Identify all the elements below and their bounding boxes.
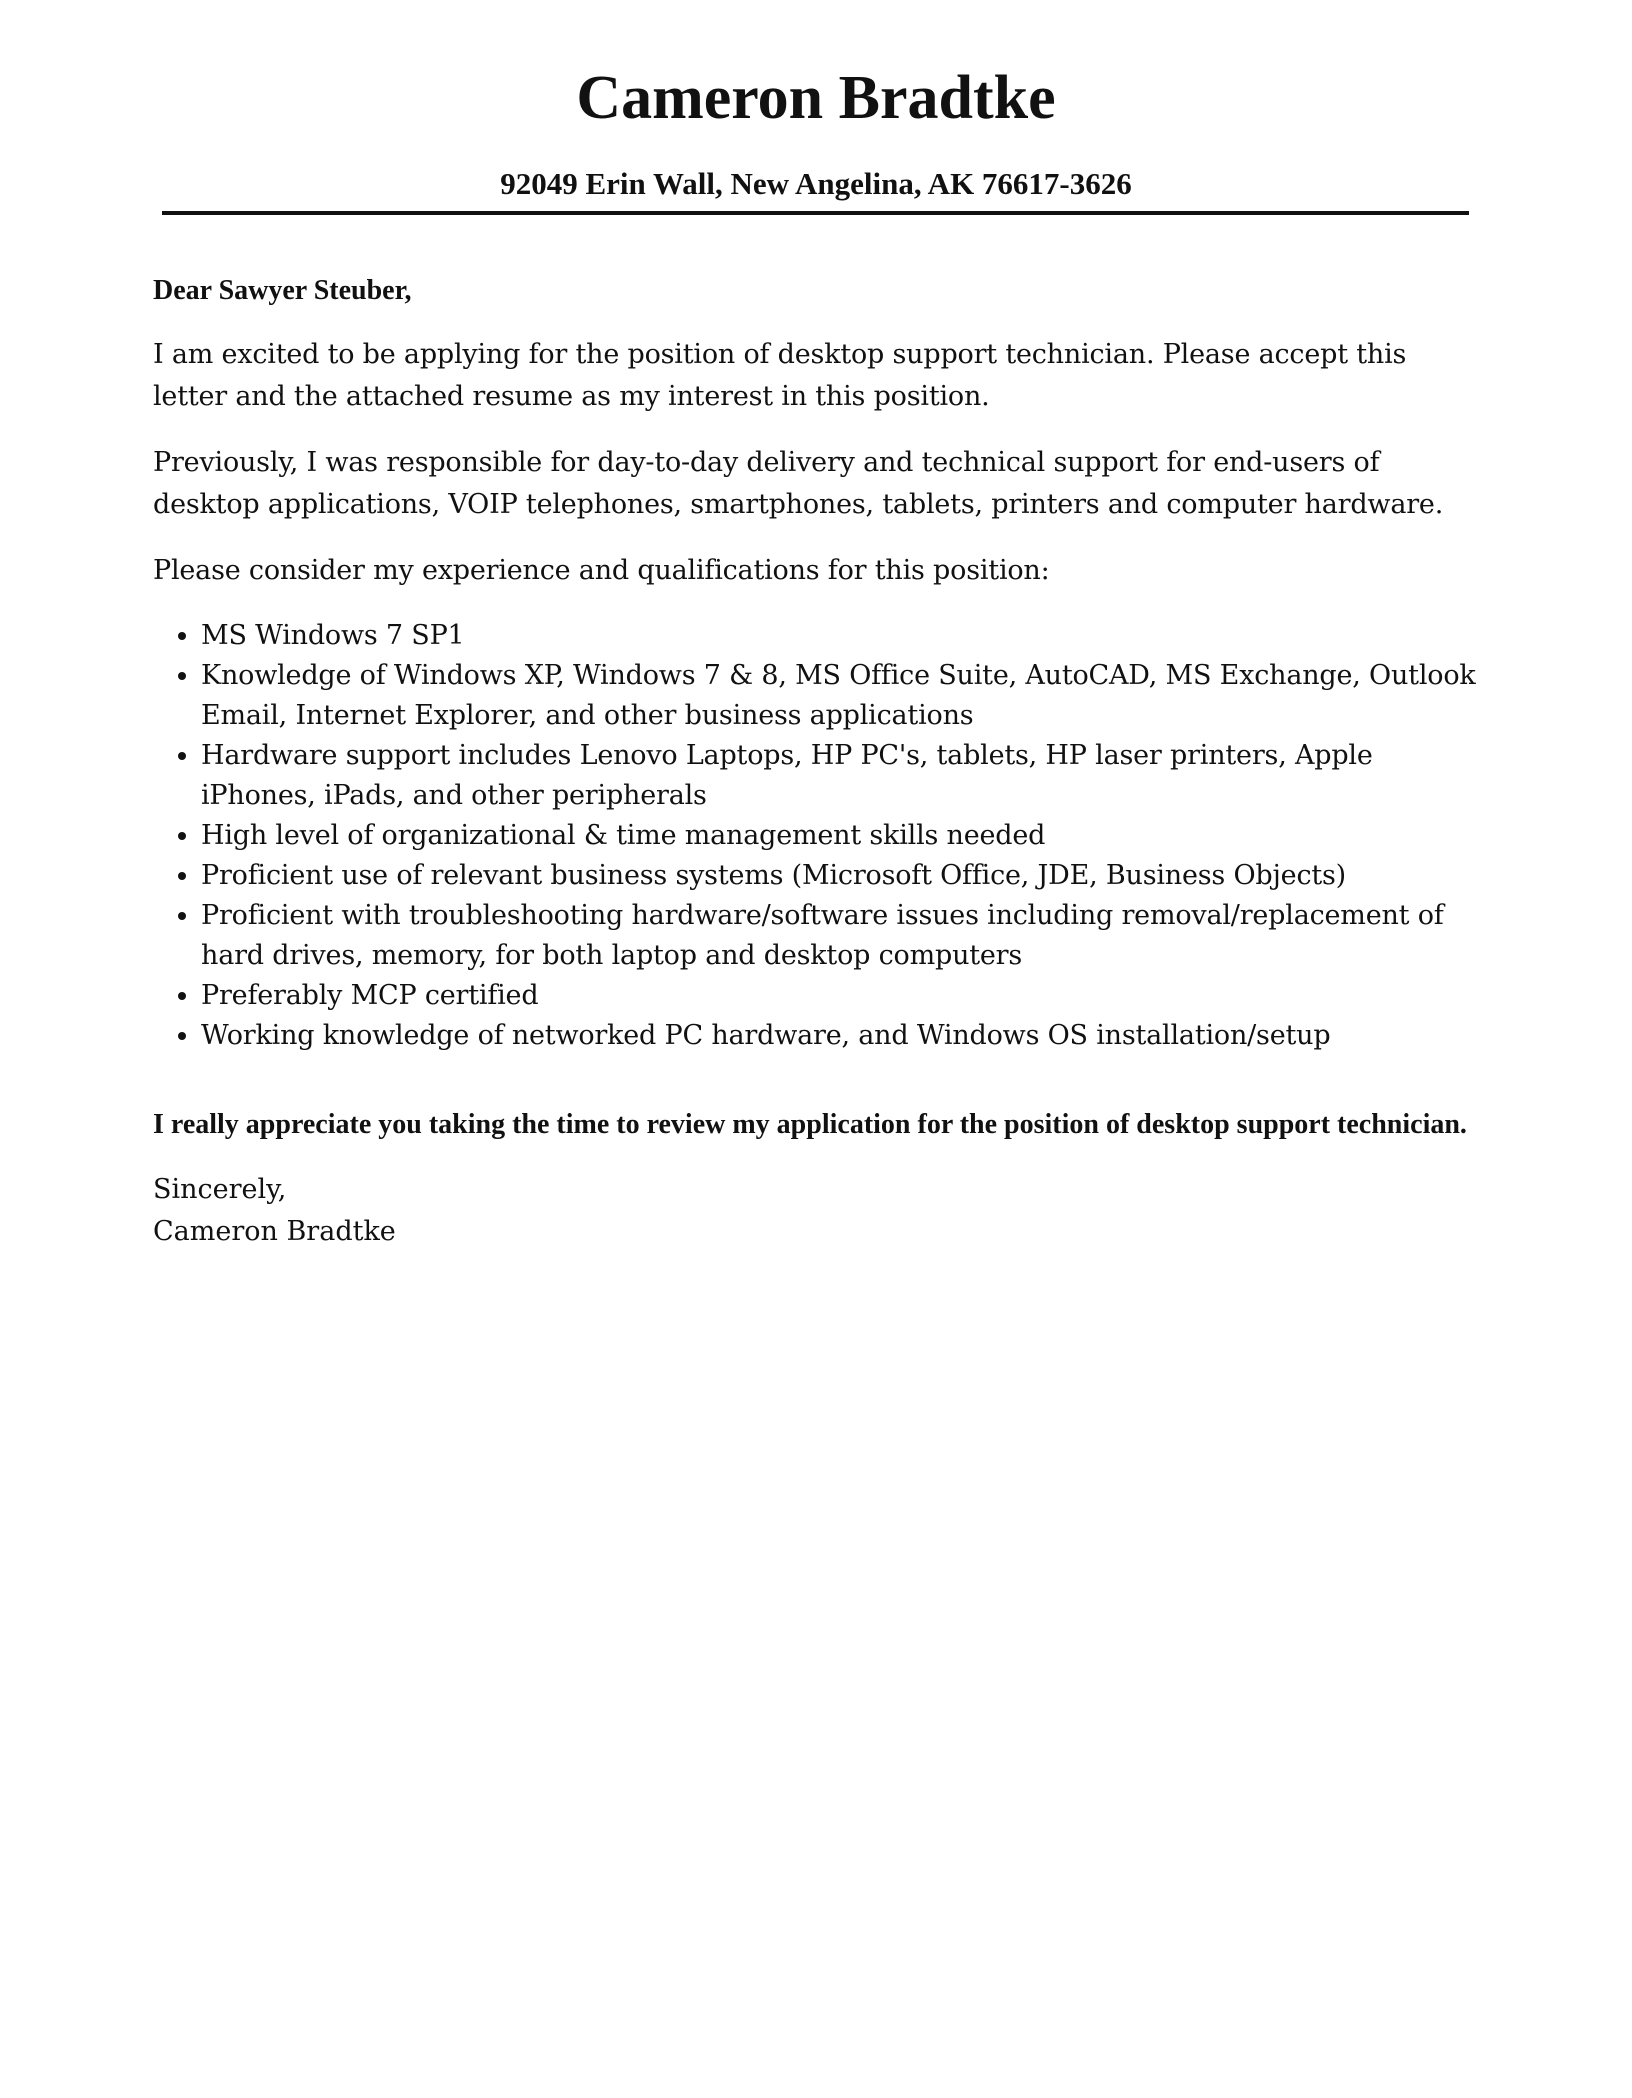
signoff [153, 1169, 1483, 1253]
list-item: • Preferably MCP certified [201, 976, 1483, 1016]
intro-paragraph: I am excited to be applying for the position of desktop support technician. Please accept this letter and the attached resume as my interest in this position. [153, 339, 1407, 412]
qualifications-list [153, 616, 1483, 1056]
signature-name: Cameron Bradtke [153, 1216, 396, 1247]
list-item: • Proficient use of relevant business systems (Microsoft Office, JDE, Business Objects) [201, 856, 1483, 896]
experience-paragraph: Previously, I was responsible for day-to-day delivery and technical support for end-users of desktop applications, VOIP telephones, smartphones, tablets, printers and computer hardware. [153, 447, 1444, 520]
list-item: • Knowledge of Windows XP, Windows 7 & 8, MS Office Suite, AutoCAD, MS Exchange, Outlook Email, Internet Explorer, and other business applications [201, 656, 1483, 736]
list-item: • Proficient with troubleshooting hardware/software issues including removal/replacement of hard drives, memory, for both laptop and desktop computers [201, 896, 1483, 976]
valediction: Sincerely, [153, 1174, 287, 1205]
closing-statement: I really appreciate you taking the time to review my application for the position of desktop support technician. [153, 1109, 1467, 1140]
list-item: • Working knowledge of networked PC hardware, and Windows OS installation/setup [201, 1016, 1483, 1056]
salutation: Dear Sawyer Steuber, [153, 275, 412, 306]
list-item: • High level of organizational & time management skills needed [201, 816, 1483, 856]
applicant-address: 92049 Erin Wall, New Angelina, AK 76617-3626 [500, 166, 1132, 201]
header-divider [162, 211, 1469, 215]
applicant-name: Cameron Bradtke [576, 64, 1056, 132]
letter-body [153, 270, 1483, 1253]
qualifications-intro: Please consider my experience and qualifications for this position: [153, 555, 1050, 586]
list-item: • MS Windows 7 SP1 [201, 616, 1483, 656]
list-item: • Hardware support includes Lenovo Laptops, HP PC's, tablets, HP laser printers, Apple iPhones, iPads, and other peripherals [201, 736, 1483, 816]
